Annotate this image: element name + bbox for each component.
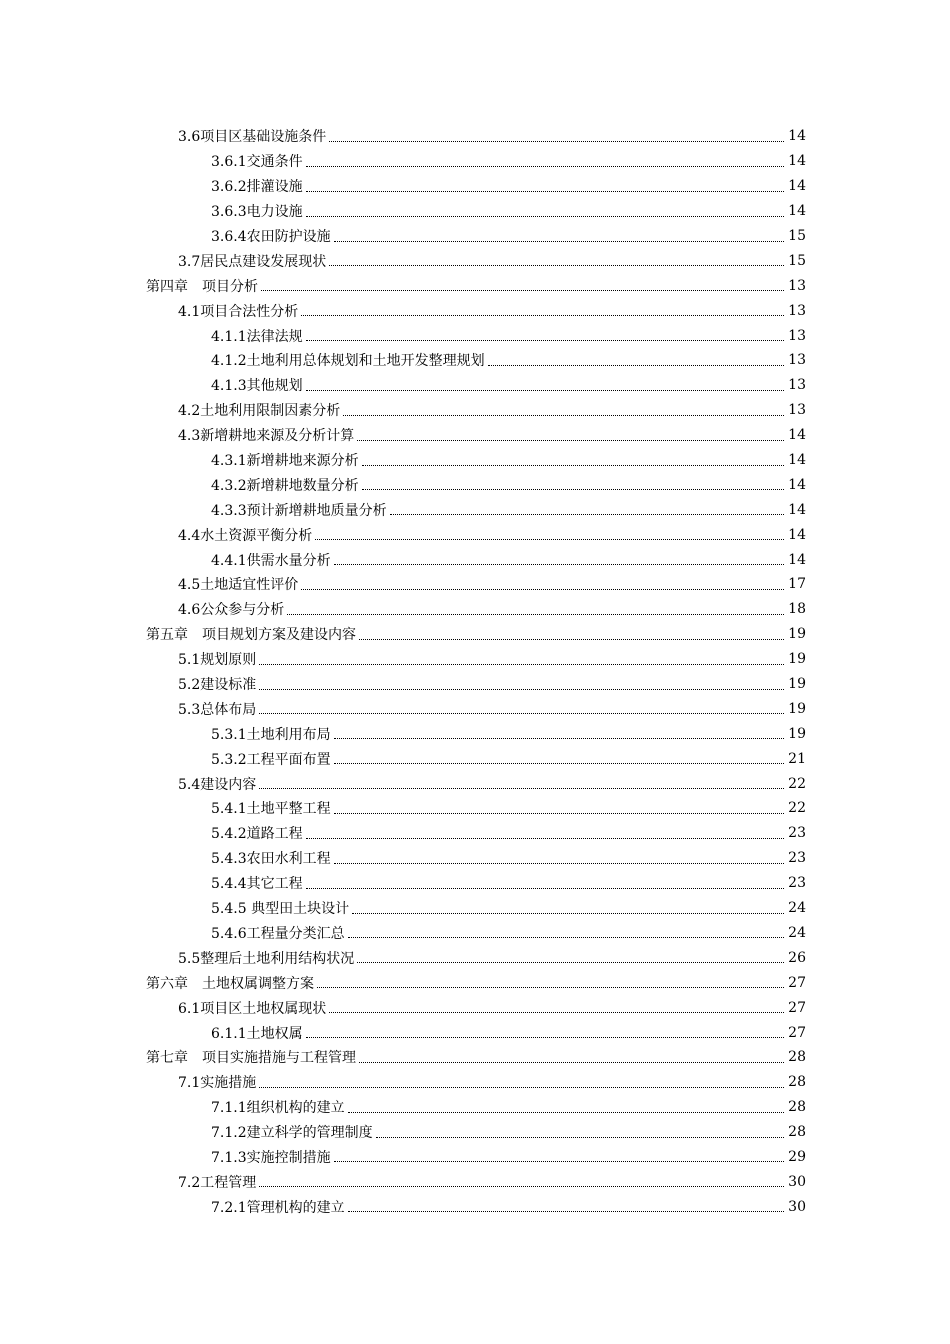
dot-leader [348,923,784,938]
toc-entry-page-number: 14 [788,178,806,195]
toc-entry-title: 5.3.2工程平面布置 [211,749,332,769]
toc-entry[interactable] [0,1070,950,1095]
dot-leader [259,1172,784,1187]
toc-entry[interactable] [0,572,950,597]
toc-entry-page-number: 19 [788,651,806,668]
toc-entry[interactable] [0,199,950,224]
dot-leader [334,550,784,565]
toc-entry-title: 4.1.1法律法规 [211,326,304,346]
dot-leader [306,152,784,167]
toc-entry[interactable] [0,348,950,373]
toc-entry[interactable] [0,1169,950,1194]
toc-entry-title: 第七章 项目实施措施与工程管理 [146,1047,357,1067]
toc-entry[interactable] [0,522,950,547]
toc-entry-page-number: 17 [788,576,806,593]
toc-entry-page-number: 28 [788,1124,806,1141]
toc-entry-title: 5.4建设内容 [178,774,257,794]
toc-entry[interactable] [0,721,950,746]
toc-entry-page-number: 19 [788,700,806,717]
toc-entry-title: 5.4.6工程量分类汇总 [211,923,346,943]
toc-entry[interactable] [0,746,950,771]
toc-entry-page-number: 22 [788,775,806,792]
toc-entry[interactable] [0,1095,950,1120]
toc-entry[interactable] [0,821,950,846]
toc-entry[interactable] [0,896,950,921]
toc-entry-page-number: 13 [788,302,806,319]
toc-entry-page-number: 27 [788,999,806,1016]
dot-leader [329,251,784,266]
toc-entry-title: 6.1项目区土地权属现状 [178,998,327,1018]
toc-entry[interactable] [0,273,950,298]
toc-entry[interactable] [0,945,950,970]
toc-entry[interactable] [0,323,950,348]
toc-entry[interactable] [0,547,950,572]
toc-entry-page-number: 18 [788,601,806,618]
toc-entry-page-number: 28 [788,1049,806,1066]
dot-leader [334,227,784,242]
toc-entry[interactable] [0,970,950,995]
toc-entry-title: 4.1.2土地利用总体规划和土地开发整理规划 [211,350,486,370]
toc-entry-title: 4.4.1供需水量分析 [211,550,332,570]
toc-entry[interactable] [0,373,950,398]
toc-entry[interactable] [0,995,950,1020]
toc-entry-page-number: 14 [788,128,806,145]
toc-entry-page-number: 23 [788,875,806,892]
toc-entry-title: 7.1.3实施控制措施 [211,1147,332,1167]
toc-entry-title: 第五章 项目规划方案及建设内容 [146,624,357,644]
toc-entry[interactable] [0,796,950,821]
dot-leader [259,675,784,690]
table-of-contents [0,124,950,1219]
dot-leader [343,401,784,416]
toc-entry-title: 3.6.2排灌设施 [211,176,304,196]
toc-entry-title: 4.6公众参与分析 [178,599,285,619]
toc-entry[interactable] [0,224,950,249]
toc-entry-page-number: 15 [788,252,806,269]
dot-leader [357,426,784,441]
toc-entry-title: 7.1.2建立科学的管理制度 [211,1122,374,1142]
toc-entry[interactable] [0,1045,950,1070]
dot-leader [306,874,784,889]
toc-entry-page-number: 30 [788,1198,806,1215]
toc-entry-title: 4.3.3预计新增耕地质量分析 [211,500,388,520]
dot-leader [301,301,784,316]
toc-entry-page-number: 28 [788,1099,806,1116]
dot-leader [259,650,784,665]
toc-entry-title: 4.3新增耕地来源及分析计算 [178,425,355,445]
toc-entry-page-number: 28 [788,1074,806,1091]
toc-entry-title: 4.1项目合法性分析 [178,301,299,321]
dot-leader [301,575,784,590]
toc-entry[interactable] [0,1194,950,1219]
dot-leader [287,600,784,615]
dot-leader [317,973,784,988]
toc-entry[interactable] [0,696,950,721]
dot-leader [488,351,784,366]
toc-entry-page-number: 21 [788,750,806,767]
toc-entry-page-number: 14 [788,501,806,518]
toc-entry[interactable] [0,771,950,796]
toc-entry-title: 5.4.5 典型田土块设计 [211,898,350,918]
toc-entry-page-number: 23 [788,850,806,867]
toc-entry[interactable] [0,423,950,448]
dot-leader [334,799,784,814]
toc-entry-title: 7.1实施措施 [178,1072,257,1092]
toc-entry[interactable] [0,398,950,423]
dot-leader [348,1098,784,1113]
toc-entry-page-number: 30 [788,1173,806,1190]
toc-entry-title: 5.4.3农田水利工程 [211,848,332,868]
dot-leader [357,948,784,963]
toc-entry-page-number: 13 [788,277,806,294]
toc-entry[interactable] [0,1020,950,1045]
toc-entry-title: 4.3.2新增耕地数量分析 [211,475,360,495]
dot-leader [306,1023,784,1038]
toc-entry[interactable] [0,448,950,473]
dot-leader [390,500,784,515]
toc-entry-title: 7.2.1管理机构的建立 [211,1197,346,1217]
toc-entry[interactable] [0,846,950,871]
dot-leader [306,824,784,839]
toc-entry-page-number: 22 [788,800,806,817]
toc-entry-page-number: 29 [788,1148,806,1165]
dot-leader [362,451,784,466]
toc-entry-title: 5.1规划原则 [178,649,257,669]
dot-leader [306,326,784,341]
dot-leader [359,1048,784,1063]
dot-leader [306,376,784,391]
toc-entry-page-number: 15 [788,228,806,244]
dot-leader [334,724,784,739]
dot-leader [359,625,784,640]
toc-entry-page-number: 27 [788,974,806,991]
toc-entry[interactable] [0,174,950,199]
toc-entry-title: 3.6.4农田防护设施 [211,226,332,246]
toc-entry[interactable] [0,1145,950,1170]
dot-leader [261,276,784,291]
toc-entry-title: 第六章 土地权属调整方案 [146,973,315,993]
toc-entry-page-number: 14 [788,476,806,493]
toc-entry[interactable] [0,647,950,672]
toc-entry[interactable] [0,248,950,273]
dot-leader [334,749,784,764]
toc-entry-page-number: 14 [788,203,806,220]
toc-entry[interactable] [0,298,950,323]
toc-entry-title: 3.6.1交通条件 [211,151,304,171]
toc-entry[interactable] [0,622,950,647]
toc-entry-page-number: 19 [788,676,806,693]
toc-entry-title: 5.4.1土地平整工程 [211,798,332,818]
toc-entry-title: 4.4水土资源平衡分析 [178,525,313,545]
toc-entry-page-number: 19 [788,725,806,742]
toc-entry[interactable] [0,597,950,622]
toc-entry-title: 7.1.1组织机构的建立 [211,1097,346,1117]
dot-leader [329,127,784,142]
dot-leader [315,525,784,540]
dot-leader [376,1123,784,1138]
toc-entry[interactable] [0,497,950,522]
toc-entry-page-number: 27 [788,1024,806,1041]
toc-entry-title: 6.1.1土地权属 [211,1023,304,1043]
toc-entry-title: 4.1.3其他规划 [211,375,304,395]
toc-entry[interactable] [0,149,950,174]
dot-leader [329,998,784,1013]
toc-entry[interactable] [0,871,950,896]
toc-entry[interactable] [0,472,950,497]
toc-entry[interactable] [0,672,950,697]
toc-entry-page-number: 13 [788,402,806,419]
toc-entry-title: 4.3.1新增耕地来源分析 [211,450,360,470]
toc-entry-page-number: 24 [788,900,806,917]
toc-entry-title: 3.7居民点建设发展现状 [178,251,327,271]
toc-entry-page-number: 19 [788,626,806,643]
toc-entry-page-number: 13 [788,327,806,344]
toc-entry-page-number: 14 [788,427,806,444]
toc-entry-page-number: 13 [788,377,806,394]
toc-entry-title: 5.2建设标准 [178,674,257,694]
toc-entry-title: 4.5土地适宜性评价 [178,574,299,594]
dot-leader [362,475,784,490]
toc-entry-page-number: 14 [788,551,806,568]
toc-entry-page-number: 13 [788,352,806,369]
toc-entry-page-number: 14 [788,526,806,543]
dot-leader [259,699,784,714]
toc-entry-title: 第四章 项目分析 [146,276,259,296]
toc-entry-title: 7.2工程管理 [178,1172,257,1192]
toc-entry-page-number: 26 [788,949,806,966]
toc-entry-page-number: 24 [788,924,806,941]
toc-entry-page-number: 14 [788,452,806,469]
toc-entry-page-number: 14 [788,153,806,170]
dot-leader [306,202,784,217]
toc-entry[interactable] [0,1120,950,1145]
toc-entry-title: 5.4.2道路工程 [211,823,304,843]
toc-entry[interactable] [0,124,950,149]
dot-leader [352,899,784,914]
dot-leader [259,1073,784,1088]
dot-leader [306,177,784,192]
toc-entry-title: 3.6.3电力设施 [211,201,304,221]
toc-entry-title: 5.5整理后土地利用结构状况 [178,948,355,968]
dot-leader [334,849,784,864]
toc-entry-title: 5.3.1土地利用布局 [211,724,332,744]
dot-leader [334,1147,784,1162]
toc-entry-title: 4.2土地利用限制因素分析 [178,400,341,420]
toc-entry[interactable] [0,921,950,946]
toc-entry-title: 5.4.4其它工程 [211,873,304,893]
toc-entry-page-number: 23 [788,825,806,842]
dot-leader [348,1197,784,1212]
toc-entry-title: 3.6项目区基础设施条件 [178,126,327,146]
toc-entry-title: 5.3总体布局 [178,699,257,719]
dot-leader [259,774,784,789]
